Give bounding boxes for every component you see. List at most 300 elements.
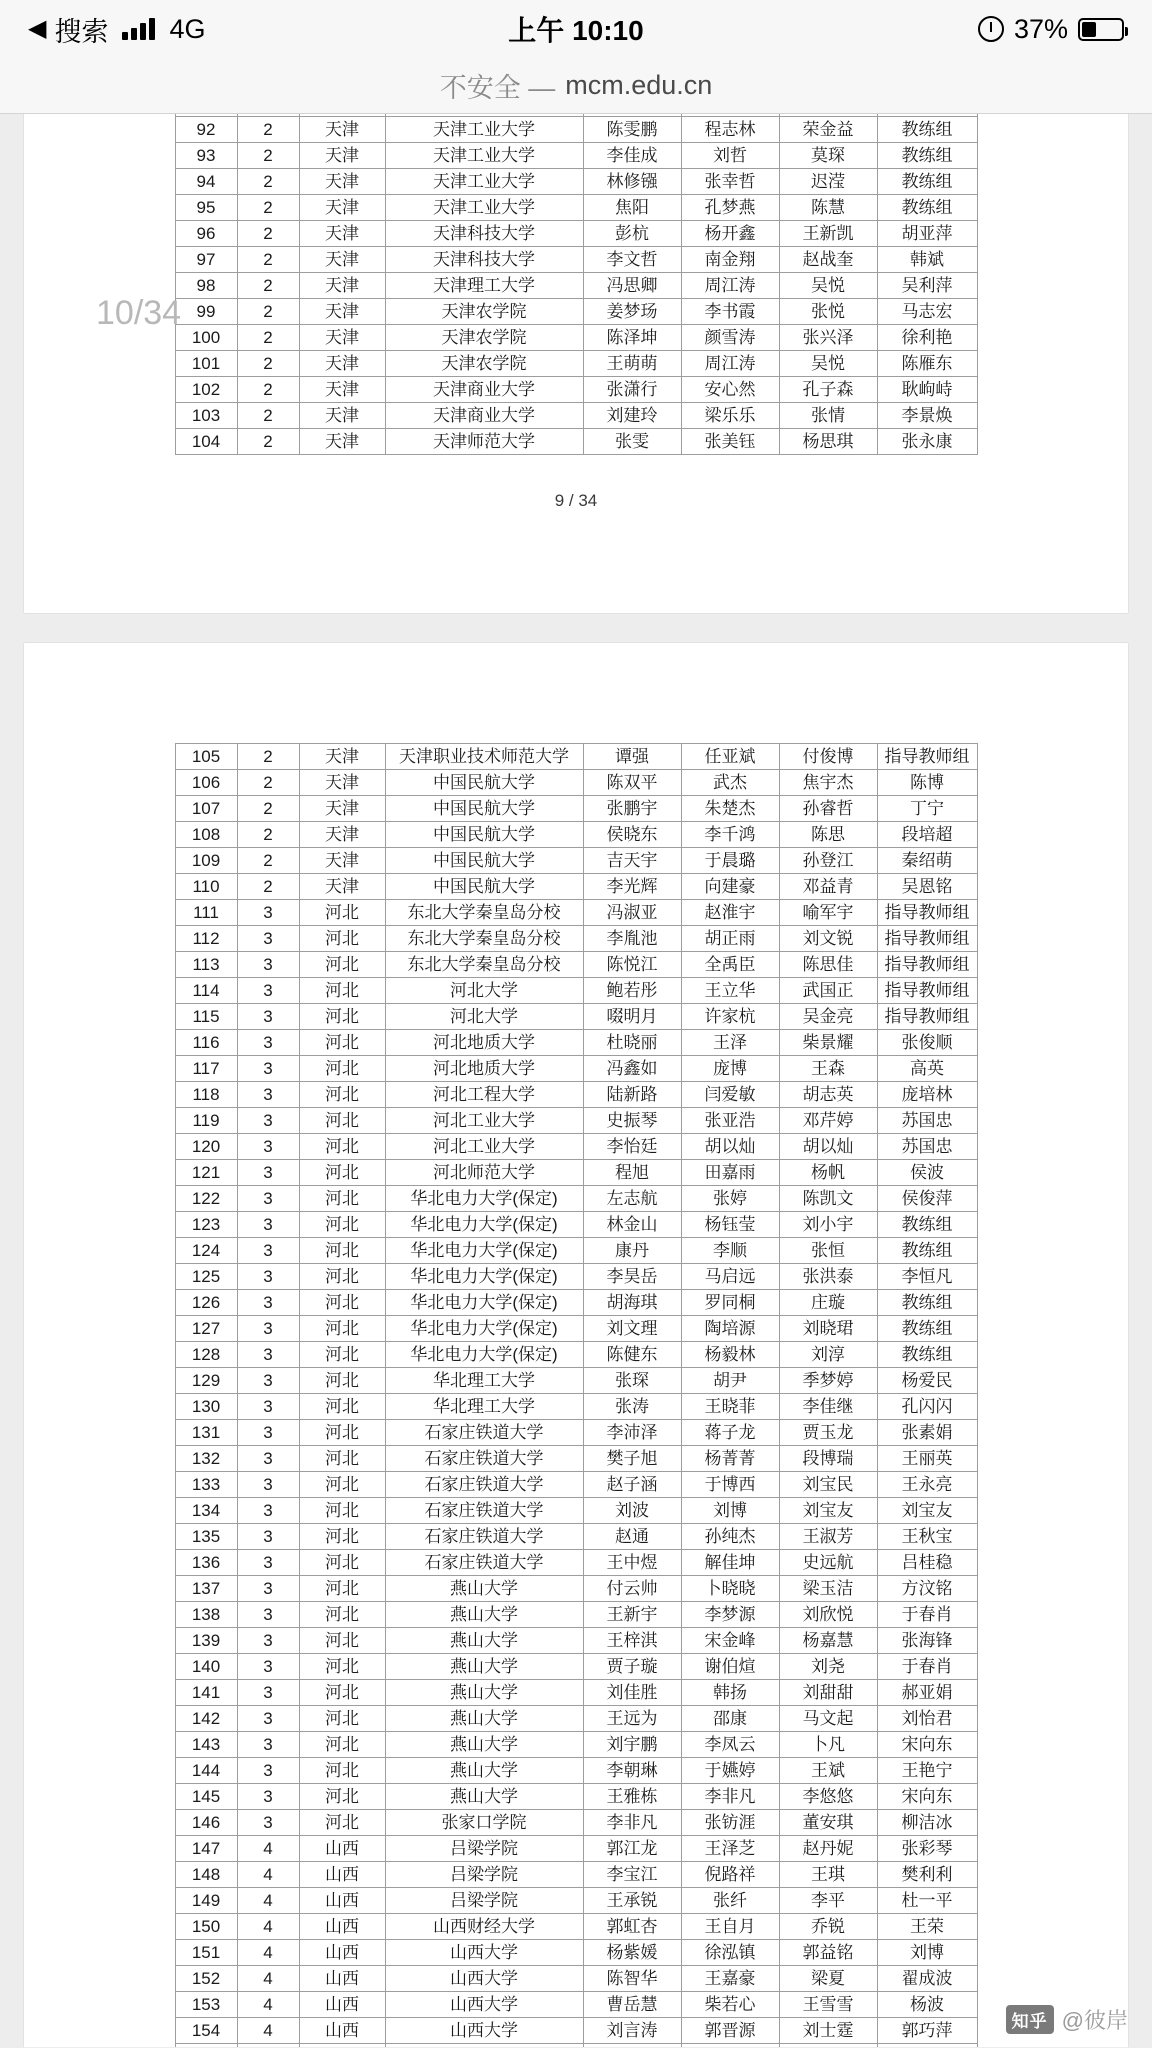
table-row xyxy=(175,1082,977,1108)
table-cell: 杨爱民 xyxy=(877,1368,977,1394)
watermark xyxy=(1006,2004,1128,2035)
table-cell: 2 xyxy=(237,403,299,429)
watermark-user: @彼岸 xyxy=(1061,2008,1128,2033)
table-cell: 124 xyxy=(175,1238,237,1264)
table-cell: 2 xyxy=(237,195,299,221)
table-cell: 燕山大学 xyxy=(385,1784,583,1810)
table-cell: 天津农学院 xyxy=(385,325,583,351)
table-cell: 王承锐 xyxy=(583,1888,681,1914)
table-cell: 河北 xyxy=(299,1186,385,1212)
table-cell: 徐利艳 xyxy=(877,325,977,351)
table-row xyxy=(175,1420,977,1446)
table-cell: 山西 xyxy=(299,1940,385,1966)
table-row xyxy=(175,1758,977,1784)
table-cell: 150 xyxy=(175,1914,237,1940)
table-row xyxy=(175,1472,977,1498)
table-cell: 王雪雪 xyxy=(779,1992,877,2018)
table-cell: 李胤池 xyxy=(583,926,681,952)
table-cell: 刘怡君 xyxy=(877,1706,977,1732)
table-cell: 3 xyxy=(237,1498,299,1524)
table-cell: 刘佳胜 xyxy=(583,1680,681,1706)
table-cell: 河北工业大学 xyxy=(385,1108,583,1134)
table-cell: 刘文理 xyxy=(583,1316,681,1342)
table-cell: 3 xyxy=(237,1550,299,1576)
table-cell: 河北 xyxy=(299,1368,385,1394)
table-cell: 刘博 xyxy=(877,1940,977,1966)
table-cell: 3 xyxy=(237,1316,299,1342)
table-cell: 张洪泰 xyxy=(779,1264,877,1290)
table-cell: 天津 xyxy=(299,744,385,770)
table-cell: 吕梁学院 xyxy=(385,1862,583,1888)
table-cell: 张琛 xyxy=(583,1368,681,1394)
table-row xyxy=(175,247,977,273)
table-cell: 河北 xyxy=(299,1784,385,1810)
table-cell: 陈博 xyxy=(877,770,977,796)
table-row xyxy=(175,1732,977,1758)
table-cell: 马志宏 xyxy=(877,299,977,325)
table-cell: 宋金峰 xyxy=(681,1628,779,1654)
lock-rotation-icon xyxy=(978,16,1004,42)
table-cell: 河北 xyxy=(299,1680,385,1706)
table-cell: 张美钰 xyxy=(681,429,779,455)
table-cell: 陈慧 xyxy=(779,195,877,221)
table-cell: 天津 xyxy=(299,299,385,325)
table-cell: 3 xyxy=(237,978,299,1004)
table-cell: 张悦 xyxy=(779,299,877,325)
table-cell: 郭晋源 xyxy=(681,2018,779,2044)
table-cell: 河北 xyxy=(299,1420,385,1446)
table-cell: 庞培林 xyxy=(877,1082,977,1108)
table-cell: 刘波 xyxy=(583,1498,681,1524)
table-cell: 98 xyxy=(175,273,237,299)
table-cell: 史振琴 xyxy=(583,1108,681,1134)
table-cell: 王远为 xyxy=(583,1706,681,1732)
table-cell: 中国民航大学 xyxy=(385,770,583,796)
table-cell: 142 xyxy=(175,1706,237,1732)
table-row xyxy=(175,1550,977,1576)
back-arrow-icon[interactable]: ◀ xyxy=(28,15,47,42)
table-row xyxy=(175,1654,977,1680)
table-cell: 朱楚杰 xyxy=(681,796,779,822)
table-row xyxy=(175,195,977,221)
table-cell: 华北理工大学 xyxy=(385,1394,583,1420)
table-cell: 河北 xyxy=(299,1030,385,1056)
table-cell: 贾玉龙 xyxy=(779,1420,877,1446)
table-cell xyxy=(779,2044,877,2048)
table-cell: 吕梁学院 xyxy=(385,1836,583,1862)
table-cell: 指导教师组 xyxy=(877,978,977,1004)
table-cell: 河北 xyxy=(299,1108,385,1134)
table-cell: 河北 xyxy=(299,1082,385,1108)
table-cell: 137 xyxy=(175,1576,237,1602)
table-cell: 李怡廷 xyxy=(583,1134,681,1160)
table-cell: 3 xyxy=(237,1290,299,1316)
table-cell: 陈悦江 xyxy=(583,952,681,978)
table-cell: 谢伯煊 xyxy=(681,1654,779,1680)
table-cell: 陈雯鹏 xyxy=(583,117,681,143)
table-cell: 赵淮宇 xyxy=(681,900,779,926)
table-row xyxy=(175,770,977,796)
table-cell: 付云帅 xyxy=(583,1576,681,1602)
table-cell: 段培超 xyxy=(877,822,977,848)
table-cell: 焦阳 xyxy=(583,195,681,221)
table-row xyxy=(175,1680,977,1706)
table-cell: 曹岳慧 xyxy=(583,1992,681,2018)
table-cell: 周江涛 xyxy=(681,273,779,299)
table-cell: 3 xyxy=(237,1602,299,1628)
table-row xyxy=(175,1056,977,1082)
address-bar[interactable] xyxy=(0,58,1152,114)
table-cell: 河北 xyxy=(299,1550,385,1576)
table-cell: 河北 xyxy=(299,1446,385,1472)
network-type-label: 4G xyxy=(169,13,206,44)
table-cell: 河北 xyxy=(299,900,385,926)
table-cell: 中国民航大学 xyxy=(385,822,583,848)
table-cell: 3 xyxy=(237,1212,299,1238)
table-cell: 胡以灿 xyxy=(681,1134,779,1160)
table-cell: 3 xyxy=(237,1030,299,1056)
table-cell: 3 xyxy=(237,1758,299,1784)
url-host-label[interactable]: mcm.edu.cn xyxy=(565,70,713,100)
table-cell: 陆新路 xyxy=(583,1082,681,1108)
table-cell: 154 xyxy=(175,2018,237,2044)
table-cell: 2 xyxy=(237,117,299,143)
table-cell: 蒋子龙 xyxy=(681,1420,779,1446)
table-cell: 冯淑亚 xyxy=(583,900,681,926)
table-cell: 梁夏 xyxy=(779,1966,877,1992)
table-cell: 王立华 xyxy=(681,978,779,1004)
insecure-label: 不安全 — xyxy=(439,73,556,103)
table-cell: 2 xyxy=(237,299,299,325)
table-cell xyxy=(237,2044,299,2048)
table-cell: 139 xyxy=(175,1628,237,1654)
table-cell xyxy=(299,2044,385,2048)
table-cell: 4 xyxy=(237,1888,299,1914)
table-cell: 李文哲 xyxy=(583,247,681,273)
table-cell: 河北 xyxy=(299,1004,385,1030)
table-cell: 邵康 xyxy=(681,1706,779,1732)
table-cell: 2 xyxy=(237,874,299,900)
table-row xyxy=(175,848,977,874)
table-cell: 刘欣悦 xyxy=(779,1602,877,1628)
table-cell: 100 xyxy=(175,325,237,351)
table-cell: 天津 xyxy=(299,822,385,848)
table-cell: 109 xyxy=(175,848,237,874)
table-cell: 2 xyxy=(237,247,299,273)
table-cell: 天津科技大学 xyxy=(385,221,583,247)
table-cell: 东北大学秦皇岛分校 xyxy=(385,900,583,926)
table-cell: 冯鑫如 xyxy=(583,1056,681,1082)
table-cell: 吴利萍 xyxy=(877,273,977,299)
table-cell: 山西财经大学 xyxy=(385,1914,583,1940)
table-cell: 河北 xyxy=(299,978,385,1004)
table-cell: 山西 xyxy=(299,1992,385,2018)
table-cell: 133 xyxy=(175,1472,237,1498)
table-cell: 3 xyxy=(237,1342,299,1368)
table-cell: 教练组 xyxy=(877,169,977,195)
table-cell: 迟滢 xyxy=(779,169,877,195)
table-cell: 李光辉 xyxy=(583,874,681,900)
table-cell: 刘小宇 xyxy=(779,1212,877,1238)
table-cell: 张情 xyxy=(779,403,877,429)
table-row xyxy=(175,273,977,299)
status-bar-left xyxy=(28,10,206,49)
table-cell: 华北电力大学(保定) xyxy=(385,1238,583,1264)
table-cell: 李佳继 xyxy=(779,1394,877,1420)
table-cell: 刘晓珺 xyxy=(779,1316,877,1342)
table-cell: 李非凡 xyxy=(583,1810,681,1836)
table-cell: 3 xyxy=(237,900,299,926)
table-cell: 2 xyxy=(237,770,299,796)
signal-bars-icon xyxy=(122,18,155,40)
table-cell: 山西大学 xyxy=(385,2018,583,2044)
table-row xyxy=(175,1862,977,1888)
battery-icon xyxy=(1078,18,1124,41)
table-cell: 92 xyxy=(175,117,237,143)
table-cell: 山西大学 xyxy=(385,1940,583,1966)
back-app-label[interactable]: 搜索 xyxy=(54,16,109,47)
table-cell: 张恒 xyxy=(779,1238,877,1264)
table-cell: 李沛泽 xyxy=(583,1420,681,1446)
table-row xyxy=(175,1524,977,1550)
table-row xyxy=(175,169,977,195)
table-cell: 97 xyxy=(175,247,237,273)
table-cell: 刘文锐 xyxy=(779,926,877,952)
registration-table-page-10 xyxy=(175,743,978,2047)
table-cell: 鲍若彤 xyxy=(583,978,681,1004)
table-cell: 3 xyxy=(237,1082,299,1108)
table-row xyxy=(175,1316,977,1342)
table-cell: 天津 xyxy=(299,351,385,377)
table-cell: 93 xyxy=(175,143,237,169)
table-cell: 刘宝友 xyxy=(779,1498,877,1524)
table-cell: 河北 xyxy=(299,1160,385,1186)
table-cell: 胡亚萍 xyxy=(877,221,977,247)
table-cell: 姜梦玚 xyxy=(583,299,681,325)
table-cell: 华北电力大学(保定) xyxy=(385,1212,583,1238)
table-cell xyxy=(385,2044,583,2048)
table-cell: 天津 xyxy=(299,325,385,351)
table-cell: 148 xyxy=(175,1862,237,1888)
table-cell: 于春肖 xyxy=(877,1602,977,1628)
table-cell: 3 xyxy=(237,1446,299,1472)
table-cell: 李恒凡 xyxy=(877,1264,977,1290)
table-cell: 3 xyxy=(237,1784,299,1810)
table-cell: 邓益青 xyxy=(779,874,877,900)
table-cell: 张涛 xyxy=(583,1394,681,1420)
table-cell: 天津 xyxy=(299,169,385,195)
table-cell: 杨帆 xyxy=(779,1160,877,1186)
table-row xyxy=(175,143,977,169)
table-cell: 赵通 xyxy=(583,1524,681,1550)
table-cell: 石家庄铁道大学 xyxy=(385,1524,583,1550)
table-cell xyxy=(175,2044,237,2048)
table-cell: 侯俊萍 xyxy=(877,1186,977,1212)
table-cell: 杨钰莹 xyxy=(681,1212,779,1238)
table-cell: 3 xyxy=(237,1368,299,1394)
table-cell: 郭益铭 xyxy=(779,1940,877,1966)
table-cell: 136 xyxy=(175,1550,237,1576)
table-cell: 孙纯杰 xyxy=(681,1524,779,1550)
table-cell: 武杰 xyxy=(681,770,779,796)
table-cell: 杨思琪 xyxy=(779,429,877,455)
table-row xyxy=(175,822,977,848)
table-cell: 李景焕 xyxy=(877,403,977,429)
table-cell: 天津 xyxy=(299,117,385,143)
table-cell: 王斌 xyxy=(779,1758,877,1784)
table-cell: 144 xyxy=(175,1758,237,1784)
table-cell: 刘淳 xyxy=(779,1342,877,1368)
table-row xyxy=(175,1264,977,1290)
table-cell: 教练组 xyxy=(877,1238,977,1264)
table-cell: 张纤 xyxy=(681,1888,779,1914)
table-cell: 河北 xyxy=(299,1134,385,1160)
table-cell: 杨菁菁 xyxy=(681,1446,779,1472)
table-cell: 张俊顺 xyxy=(877,1030,977,1056)
table-cell: 胡正雨 xyxy=(681,926,779,952)
table-cell: 李佳成 xyxy=(583,143,681,169)
table-cell: 陈思佳 xyxy=(779,952,877,978)
table-cell: 杜晓丽 xyxy=(583,1030,681,1056)
table-cell: 教练组 xyxy=(877,1316,977,1342)
table-row xyxy=(175,1966,977,1992)
table-cell: 河北 xyxy=(299,952,385,978)
table-cell: 3 xyxy=(237,1264,299,1290)
table-cell: 方汶铭 xyxy=(877,1576,977,1602)
table-cell: 翟成波 xyxy=(877,1966,977,1992)
table-cell: 东北大学秦皇岛分校 xyxy=(385,952,583,978)
table-row xyxy=(175,1498,977,1524)
table-cell: 孔闪闪 xyxy=(877,1394,977,1420)
table-cell: 2 xyxy=(237,822,299,848)
table-cell: 河北 xyxy=(299,1758,385,1784)
table-cell: 天津 xyxy=(299,429,385,455)
table-cell: 韩扬 xyxy=(681,1680,779,1706)
table-cell: 华北电力大学(保定) xyxy=(385,1290,583,1316)
table-cell: 宋向东 xyxy=(877,1732,977,1758)
table-body-2 xyxy=(175,744,977,2048)
table-cell: 118 xyxy=(175,1082,237,1108)
table-row xyxy=(175,796,977,822)
table-row xyxy=(175,1004,977,1030)
table-cell: 135 xyxy=(175,1524,237,1550)
table-cell: 125 xyxy=(175,1264,237,1290)
table-cell: 张婷 xyxy=(681,1186,779,1212)
status-bar-right xyxy=(978,14,1124,45)
table-cell: 张家口学院 xyxy=(385,1810,583,1836)
table-cell: 刘建玲 xyxy=(583,403,681,429)
table-cell: 95 xyxy=(175,195,237,221)
table-cell: 王淑芳 xyxy=(779,1524,877,1550)
table-cell: 程旭 xyxy=(583,1160,681,1186)
table-row xyxy=(175,744,977,770)
registration-table-page-9 xyxy=(175,114,978,455)
table-row xyxy=(175,1160,977,1186)
table-cell: 3 xyxy=(237,1706,299,1732)
table-cell: 倪路祥 xyxy=(681,1862,779,1888)
table-cell: 教练组 xyxy=(877,195,977,221)
table-cell: 杨嘉慧 xyxy=(779,1628,877,1654)
table-cell: 河北 xyxy=(299,1056,385,1082)
table-cell: 燕山大学 xyxy=(385,1758,583,1784)
table-cell: 石家庄铁道大学 xyxy=(385,1498,583,1524)
table-cell: 李悠悠 xyxy=(779,1784,877,1810)
table-cell: 燕山大学 xyxy=(385,1654,583,1680)
table-cell: 4 xyxy=(237,1836,299,1862)
table-cell: 荣金益 xyxy=(779,117,877,143)
table-cell: 天津 xyxy=(299,770,385,796)
table-cell: 卜晓晓 xyxy=(681,1576,779,1602)
table-cell: 河北大学 xyxy=(385,978,583,1004)
table-cell: 指导教师组 xyxy=(877,1004,977,1030)
table-cell: 145 xyxy=(175,1784,237,1810)
table-cell: 张幸哲 xyxy=(681,169,779,195)
zhihu-logo: 知乎 xyxy=(1006,2005,1054,2034)
table-cell: 彭杭 xyxy=(583,221,681,247)
table-cell: 张潇行 xyxy=(583,377,681,403)
table-cell: 华北理工大学 xyxy=(385,1368,583,1394)
table-cell: 燕山大学 xyxy=(385,1706,583,1732)
table-cell: 马启远 xyxy=(681,1264,779,1290)
table-cell: 3 xyxy=(237,1134,299,1160)
table-cell: 田嘉雨 xyxy=(681,1160,779,1186)
table-cell: 天津 xyxy=(299,143,385,169)
table-cell: 刘博 xyxy=(681,1498,779,1524)
table-cell xyxy=(681,2044,779,2048)
table-cell: 林金山 xyxy=(583,1212,681,1238)
table-cell: 柳洁冰 xyxy=(877,1810,977,1836)
pdf-page-9 xyxy=(24,114,1128,613)
table-cell: 杨毅林 xyxy=(681,1342,779,1368)
table-cell: 燕山大学 xyxy=(385,1628,583,1654)
table-cell: 刘宇鹏 xyxy=(583,1732,681,1758)
table-cell: 喻军宇 xyxy=(779,900,877,926)
table-cell: 146 xyxy=(175,1810,237,1836)
table-cell: 天津理工大学 xyxy=(385,273,583,299)
table-cell: 张鹏宇 xyxy=(583,796,681,822)
table-cell: 131 xyxy=(175,1420,237,1446)
table-cell: 任亚斌 xyxy=(681,744,779,770)
table-cell: 128 xyxy=(175,1342,237,1368)
table-cell: 123 xyxy=(175,1212,237,1238)
table-cell: 刘甜甜 xyxy=(779,1680,877,1706)
table-cell: 天津 xyxy=(299,377,385,403)
table-cell: 河北 xyxy=(299,1212,385,1238)
table-cell: 王新凯 xyxy=(779,221,877,247)
table-cell: 河北师范大学 xyxy=(385,1160,583,1186)
pdf-viewer[interactable] xyxy=(0,114,1152,2047)
table-cell: 天津工业大学 xyxy=(385,169,583,195)
table-cell: 陈健东 xyxy=(583,1342,681,1368)
table-cell: 刘尧 xyxy=(779,1654,877,1680)
table-cell: 马文起 xyxy=(779,1706,877,1732)
table-cell: 山西 xyxy=(299,2018,385,2044)
table-cell: 王秋宝 xyxy=(877,1524,977,1550)
table-cell: 河北大学 xyxy=(385,1004,583,1030)
table-cell: 王泽芝 xyxy=(681,1836,779,1862)
table-cell: 天津 xyxy=(299,848,385,874)
table-cell: 河北 xyxy=(299,1810,385,1836)
table-cell: 郭江龙 xyxy=(583,1836,681,1862)
table-cell: 刘士霆 xyxy=(779,2018,877,2044)
table-row xyxy=(175,1134,977,1160)
table-cell: 河北 xyxy=(299,1524,385,1550)
table-cell xyxy=(583,2044,681,2048)
table-cell: 吴悦 xyxy=(779,273,877,299)
table-cell: 卜凡 xyxy=(779,1732,877,1758)
table-cell: 104 xyxy=(175,429,237,455)
table-cell: 河北 xyxy=(299,1472,385,1498)
